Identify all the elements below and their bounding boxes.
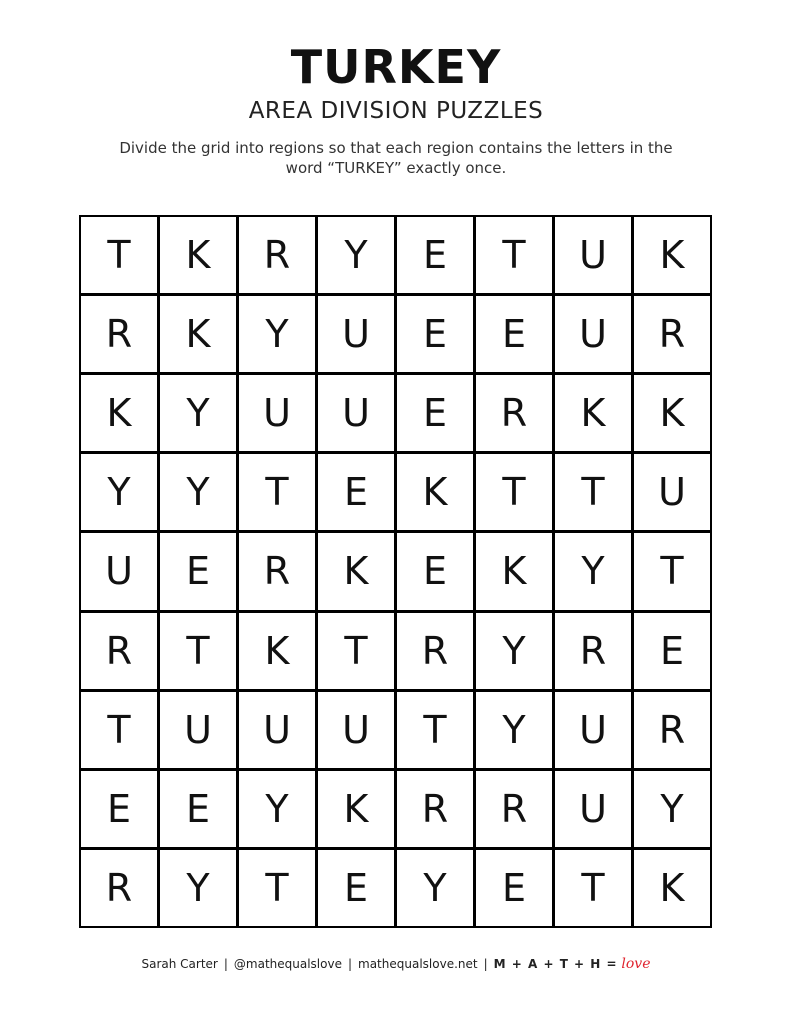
grid-cell: Y	[239, 771, 315, 847]
grid-cell: T	[81, 217, 157, 293]
grid-cell: K	[634, 217, 710, 293]
grid-cell: R	[476, 771, 552, 847]
grid-cell: U	[239, 692, 315, 768]
grid-cell: R	[81, 296, 157, 372]
grid-cell: R	[81, 850, 157, 926]
footer-social: @mathequalslove	[233, 957, 342, 971]
grid-cell: E	[397, 296, 473, 372]
grid-cell: K	[239, 613, 315, 689]
grid-cell: R	[397, 771, 473, 847]
footer-separator: |	[347, 957, 353, 971]
grid-cell: R	[634, 296, 710, 372]
grid-cell: R	[634, 692, 710, 768]
grid-cell: T	[239, 850, 315, 926]
grid-cell: U	[555, 692, 631, 768]
grid-cell: E	[397, 533, 473, 609]
grid-cell: U	[555, 771, 631, 847]
grid-cell: Y	[160, 375, 236, 451]
logo-love-text: love	[621, 956, 651, 972]
grid-cell: U	[634, 454, 710, 530]
instructions-text: Divide the grid into regions so that each region contains the letters in the word “TURKEY” exactly once.	[119, 139, 673, 177]
grid-cell: T	[555, 454, 631, 530]
grid-cell: E	[397, 217, 473, 293]
grid-cell: R	[555, 613, 631, 689]
grid-cell: U	[160, 692, 236, 768]
grid-cell: U	[555, 296, 631, 372]
grid-cell: Y	[239, 296, 315, 372]
grid-cell: K	[160, 217, 236, 293]
grid-cell: U	[318, 296, 394, 372]
grid-cell: T	[239, 454, 315, 530]
grid-cell: K	[397, 454, 473, 530]
puzzle-grid	[79, 215, 712, 928]
footer-separator: |	[223, 957, 228, 971]
grid-cell: U	[318, 692, 394, 768]
grid-cell: R	[397, 613, 473, 689]
grid-cell: K	[160, 296, 236, 372]
grid-cell: K	[476, 533, 552, 609]
grid-cell: Y	[160, 850, 236, 926]
grid-cell: E	[160, 533, 236, 609]
grid-cell: U	[318, 375, 394, 451]
grid-cell: T	[634, 533, 710, 609]
grid-cell: T	[555, 850, 631, 926]
footer	[0, 956, 792, 972]
grid-cell: K	[318, 771, 394, 847]
grid-cell: T	[476, 217, 552, 293]
grid-cell: Y	[397, 850, 473, 926]
grid-cell: Y	[81, 454, 157, 530]
grid-cell: T	[397, 692, 473, 768]
grid-cell: U	[239, 375, 315, 451]
grid-cell: E	[397, 375, 473, 451]
grid-cell: U	[555, 217, 631, 293]
grid-cell: Y	[634, 771, 710, 847]
grid-cell: T	[476, 454, 552, 530]
grid-cell: E	[160, 771, 236, 847]
grid-cell: T	[160, 613, 236, 689]
grid-cell: E	[81, 771, 157, 847]
grid-cell: K	[318, 533, 394, 609]
footer-separator: |	[483, 957, 488, 971]
footer-website: mathequalslove.net	[358, 957, 478, 971]
grid-cell: R	[239, 217, 315, 293]
grid-cell: K	[634, 375, 710, 451]
grid-cell: Y	[476, 692, 552, 768]
grid-cell: Y	[555, 533, 631, 609]
grid-cell: E	[476, 850, 552, 926]
grid-cell: E	[476, 296, 552, 372]
grid-cell: E	[318, 850, 394, 926]
grid-cell: R	[239, 533, 315, 609]
grid-cell: K	[634, 850, 710, 926]
grid-cell: R	[81, 613, 157, 689]
grid-cell: K	[555, 375, 631, 451]
grid-cell: E	[318, 454, 394, 530]
grid-cell: Y	[160, 454, 236, 530]
grid-cell: T	[81, 692, 157, 768]
grid-cell: T	[318, 613, 394, 689]
footer-author: Sarah Carter	[141, 957, 218, 971]
page-title: TURKEY	[290, 40, 502, 94]
grid-cell: R	[476, 375, 552, 451]
grid-cell: K	[81, 375, 157, 451]
grid-cell: U	[81, 533, 157, 609]
logo-math-text: M + A + T + H =	[493, 957, 618, 971]
grid-cell: Y	[318, 217, 394, 293]
grid-cell: Y	[476, 613, 552, 689]
grid-cell: E	[634, 613, 710, 689]
page-subtitle: AREA DIVISION PUZZLES	[248, 98, 544, 124]
